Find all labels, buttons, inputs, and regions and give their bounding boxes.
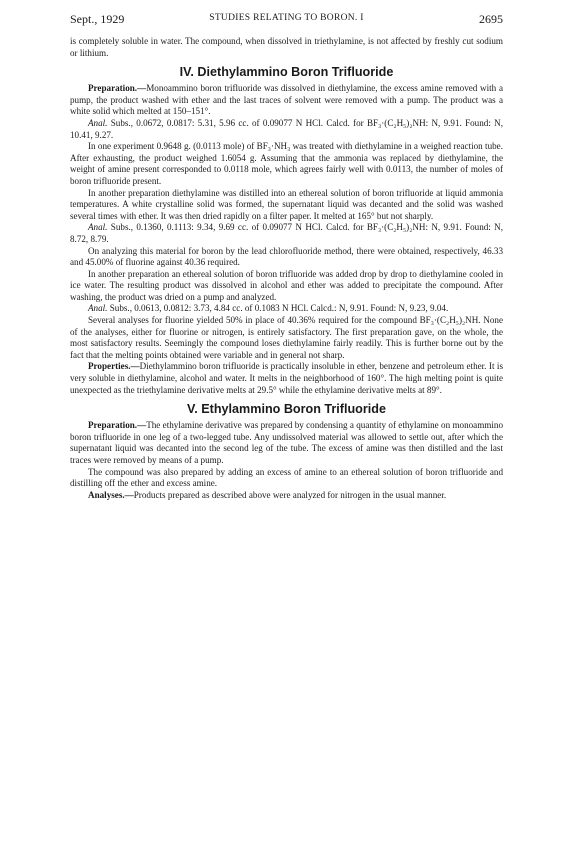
- section-heading: IV. Diethylammino Boron Trifluoride: [179, 65, 394, 80]
- analysis-label: Anal.: [88, 303, 108, 314]
- paragraph-text: is completely soluble in water. The compound, when dissolved in triethylamine, is not affected by freshly cut sodium or lithium.: [70, 36, 503, 58]
- paragraph-text: In another preparation an ethereal solution of boron trifluoride was added drop by drop to diethylamine cooled in ice water. The resulting product was dissolved in alcohol and ether was added to precipitate the compound. After washing, the product was dried on a pump and analyzed.: [70, 268, 503, 302]
- running-header: [70, 12, 503, 30]
- paragraph-text: On analyzing this material for boron by the lead chlorofluoride method, there were obtained, respectively, 46.33 and 45.00% of fluorine against 40.36 required.: [70, 245, 503, 268]
- run-in-heading: Preparation.—: [88, 420, 147, 431]
- paragraph: [70, 222, 503, 245]
- paragraph: [70, 36, 503, 59]
- paragraph-text: Several analyses for fluorine yielded 50% in place of 40.36% required for the compound BF₃·(C₂H₅)₂NH. None of the analyses, either for fluorine or nitrogen, is entirely satisfactory. The first preparation gave, on the whole, the most satisfactory results. Seemingly the compound loses diethylamine fairly readily. This is further borne out by the fact that the melting points obtained were variable and in general not sharp.: [70, 315, 503, 360]
- paragraph-text: Products prepared as described above were analyzed for nitrogen in the usual manner.: [133, 489, 447, 500]
- paragraph-text: Subs., 0.1360, 0.1113: 9.34, 9.69 cc. of 0.09077 N HCl. Calcd. for BF₃·(C₂H₅)₂NH: N, 9.91. Found: N, 8.72, 8.79.: [70, 222, 503, 244]
- paragraph: [70, 83, 503, 118]
- paragraph: [70, 246, 503, 269]
- paragraph-text: In another preparation diethylamine was distilled into an ethereal solution of boron trifluoride at liquid ammonia temperatures. A white crystalline solid was formed, the supernatant liquid was decanted and the solid was washed several times with ether. It was then dried rapidly on a filter paper. It melted at 165° but not sharply.: [70, 187, 503, 221]
- paragraph-text: Diethylammino boron trifluoride is practically insoluble in ether, benzene and petroleum ether. It is very soluble in diethylamine, alcohol and water. It melts in the neighborhood of 160°. The high melting point is quite unexpected as the triethylamine derivative melts at 29.5° while the ethylamine derivative melts at 89°.: [70, 361, 503, 395]
- paragraph-text: In one experiment 0.9648 g. (0.0113 mole) of BF₃·NH₃ was treated with diethylamine in a weighed reaction tube. After exhausting, the product weighed 1.6054 g. Assuming that the ammonia was replaced by diethylamine, the weight of amine present corresponded to 0.0118 mole, which agrees fairly well with 0.0113, the number of moles of boron trifluoride present.: [70, 141, 503, 186]
- header-title: STUDIES RELATING TO BORON. I: [209, 13, 364, 23]
- paragraph: [70, 490, 503, 502]
- paragraph-text: The compound was also prepared by adding an excess of amine to an ethereal solution of boron trifluoride and distilling off the ether and excess amine.: [70, 466, 503, 489]
- article-body: [70, 36, 503, 501]
- paragraph-text: Subs., 0.0672, 0.0817: 5.31, 5.96 cc. of 0.09077 N HCl. Calcd. for BF₃·(C₂H₅)₂NH: N, 9.91. Found: N, 10.41, 9.27.: [70, 117, 503, 140]
- paragraph-text: Monoammino boron trifluoride was dissolved in diethylamine, the excess amine removed with a pump, the product washed with ether and the last traces of solvent were removed with a pump. The product was a white solid which melted at 150–151°.: [70, 83, 503, 117]
- header-date: Sept., 1929: [70, 12, 125, 26]
- paragraph: [70, 141, 503, 187]
- paragraph: [70, 118, 503, 141]
- paragraph-text: Subs., 0.0613, 0.0812: 3.73, 4.84 cc. of 0.1083 N HCl. Calcd.: N, 9.91. Found: N, 9.23, 9.04.: [107, 303, 449, 314]
- paragraph: [70, 303, 503, 315]
- paragraph: [70, 269, 503, 304]
- analysis-label: Anal.: [88, 117, 108, 128]
- run-in-heading: Analyses.—: [88, 489, 134, 500]
- run-in-heading: Properties.—: [88, 361, 140, 372]
- paragraph-text: The ethylamine derivative was prepared by condensing a quantity of ethylamine on monoammino boron trifluoride in one leg of a two-legged tube. Any undissolved material was allowed to settle out, after which the supernatant liquid was decanted into the second leg of the tube. The excess of amine was then distilled and the last traces were removed by means of a pump.: [70, 420, 503, 465]
- paragraph: [70, 315, 503, 361]
- analysis-label: Anal.: [88, 222, 108, 233]
- header-page-number: 2695: [479, 12, 503, 26]
- paragraph: [70, 420, 503, 466]
- paragraph: [70, 188, 503, 223]
- paragraph: [70, 467, 503, 490]
- paragraph: [70, 361, 503, 396]
- section-heading: V. Ethylammino Boron Trifluoride: [187, 402, 386, 417]
- run-in-heading: Preparation.—: [88, 83, 147, 94]
